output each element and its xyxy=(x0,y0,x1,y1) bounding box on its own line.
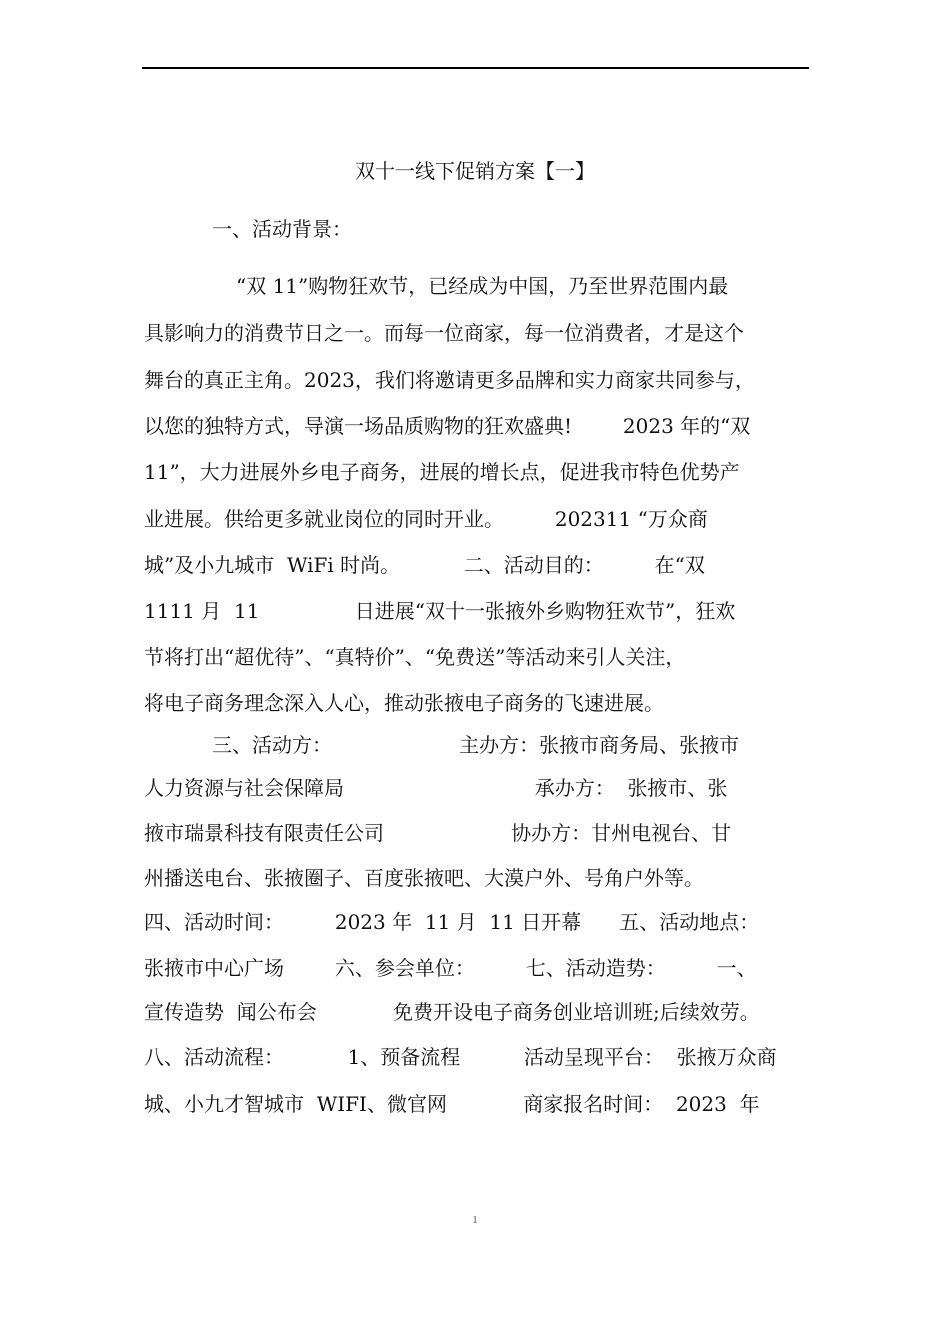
body-line: 三、活动方： 主办方：张掖市商务局、张掖市 xyxy=(212,733,740,757)
body-line: 一、活动背景： xyxy=(212,217,352,241)
body-line: 城”及小九城市 WiFi 时尚。 二、活动目的： 在“双 xyxy=(144,553,705,577)
page-title: 双十一线下促销方案【一】 xyxy=(355,159,595,183)
body-line: 四、活动时间： 2023 年 11 月 11 日开幕 五、活动地点： xyxy=(144,910,760,934)
body-line: 节将打出“超优待”、“真特价”、“免费送”等活动来引人关注， xyxy=(144,645,686,669)
body-line: 以您的独特方式，导演一场品质购物的狂欢盛典! 2023 年的“双 xyxy=(144,414,751,438)
header-rule xyxy=(142,67,809,69)
body-line: “双 11”购物狂欢节，已经成为中国，乃至世界范围内最 xyxy=(236,274,729,298)
body-line: 业进展。供给更多就业岗位的同时开业。 202311 “万众商 xyxy=(144,507,708,531)
body-line: 人力资源与社会保障局 承办方： 张掖市、张 xyxy=(144,776,728,800)
body-line: 1111 月 11 日进展“双十一张掖外乡购物狂欢节”，狂欢 xyxy=(144,599,736,623)
body-line: 11”，大力进展外乡电子商务，进展的增长点，促进我市特色优势产 xyxy=(144,460,740,484)
body-line: 城、小九才智城市 WIFI、微官网 商家报名时间： 2023 年 xyxy=(144,1092,760,1116)
body-line: 具影响力的消费节日之一。而每一位商家，每一位消费者，才是这个 xyxy=(144,321,744,345)
body-line: 州播送电台、张掖圈子、百度张掖吧、大漠户外、号角户外等。 xyxy=(144,866,704,890)
body-line: 舞台的真正主角。2023，我们将邀请更多品牌和实力商家共同参与， xyxy=(144,368,755,392)
body-line: 宣传造势 闻公布会 免费开设电子商务创业培训班;后续效劳。 xyxy=(144,1000,760,1024)
body-line: 将电子商务理念深入人心，推动张掖电子商务的飞速进展。 xyxy=(144,691,664,715)
body-line: 八、活动流程： 1、预备流程 活动呈现平台： 张掖万众商 xyxy=(144,1045,777,1069)
body-line: 张掖市中心广场 六、参会单位： 七、活动造势： 一、 xyxy=(144,956,757,980)
body-line: 掖市瑞景科技有限责任公司 协办方：甘州电视台、甘 xyxy=(144,821,732,845)
page-number: 1 xyxy=(472,1214,478,1226)
